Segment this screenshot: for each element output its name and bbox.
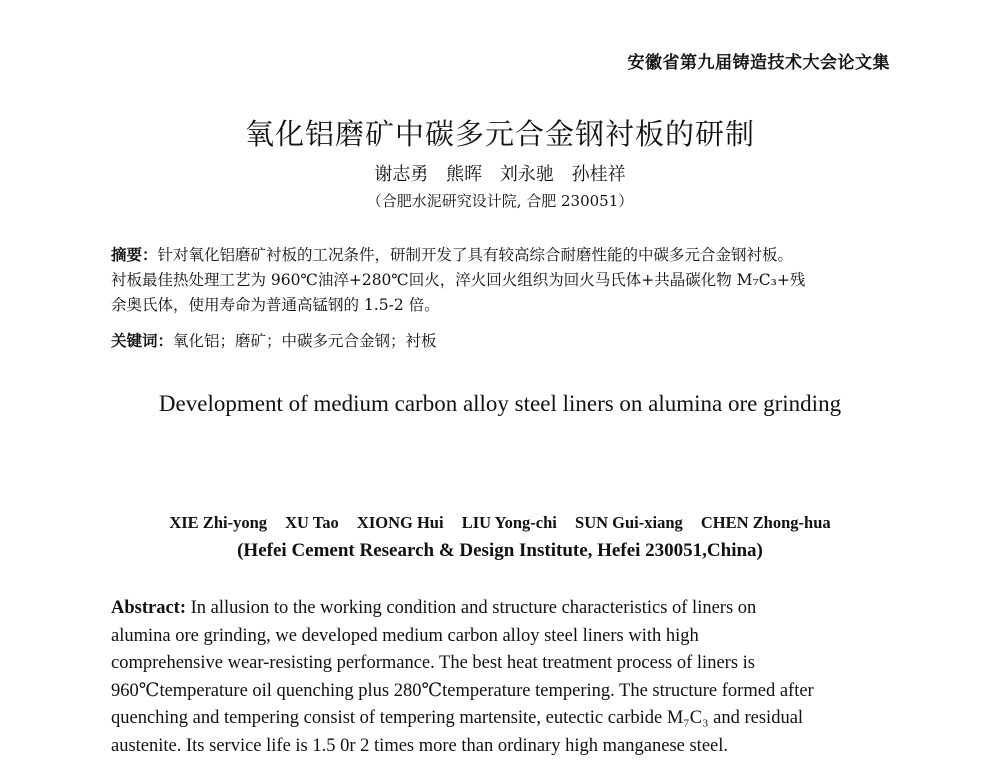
abstract-en-line: alumina ore grinding, we developed medium carbon alloy steel liners with high (111, 623, 891, 651)
abstract-en-line: 960℃temperature oil quenching plus 280℃temperature tempering. The structure formed after (111, 678, 891, 706)
abstract-en-line: quenching and tempering consist of tempering martensite, eutectic carbide M₇C₃ and residual (111, 705, 891, 733)
abstract-cn-line: 摘要：针对氧化铝磨矿衬板的工况条件，研制开发了具有较高综合耐磨性能的中碳多元合金钢衬板。 (111, 243, 901, 268)
author-en: SUN Gui-xiang (575, 513, 683, 532)
keywords-cn-text: 氧化铝；磨矿；中碳多元合金钢；衬板 (173, 332, 437, 350)
author-cn: 刘永驰 (500, 164, 554, 185)
authors-cn (0, 160, 1000, 186)
author-en: XIONG Hui (357, 513, 444, 532)
author-en: XU Tao (285, 513, 339, 532)
affiliation-en: (Hefei Cement Research & Design Institute, Hefei 230051,China) (0, 540, 1000, 562)
affiliation-cn: （合肥水泥研究设计院, 合肥 230051） (0, 190, 1000, 211)
author-en: CHEN Zhong-hua (701, 513, 831, 532)
author-cn: 谢志勇 (374, 164, 428, 185)
author-cn: 熊晖 (446, 164, 482, 185)
abstract-cn (111, 243, 901, 318)
author-en: LIU Yong-chi (462, 513, 557, 532)
abstract-cn-label: 摘要： (111, 246, 158, 264)
abstract-cn-line: 衬板最佳热处理工艺为 960℃油淬+280℃回火，淬火回火组织为回火马氏体+共晶碳化物 M₇C₃+残 (111, 268, 901, 293)
authors-en (0, 513, 1000, 533)
author-cn: 孙桂祥 (572, 164, 626, 185)
author-en: XIE Zhi-yong (169, 513, 267, 532)
title-en: Development of medium carbon alloy steel liners on alumina ore grinding (0, 391, 1000, 417)
abstract-cn-line: 余奥氏体，使用寿命为普通高锰钢的 1.5-2 倍。 (111, 293, 901, 318)
abstract-en-line: comprehensive wear-resisting performance. The best heat treatment process of liners is (111, 650, 891, 678)
keywords-cn-label: 关键词： (111, 332, 173, 350)
abstract-en (111, 595, 891, 760)
abstract-en-label: Abstract: (111, 598, 186, 618)
title-cn: 氧化铝磨矿中碳多元合金钢衬板的研制 (0, 112, 1000, 153)
abstract-en-line: austenite. Its service life is 1.5 0r 2 times more than ordinary high manganese steel. (111, 733, 891, 760)
keywords-cn (111, 329, 901, 351)
abstract-en-line: Abstract: In allusion to the working condition and structure characteristics of liners on (111, 595, 891, 623)
proceedings-header: 安徽省第九届铸造技术大会论文集 (628, 48, 891, 73)
